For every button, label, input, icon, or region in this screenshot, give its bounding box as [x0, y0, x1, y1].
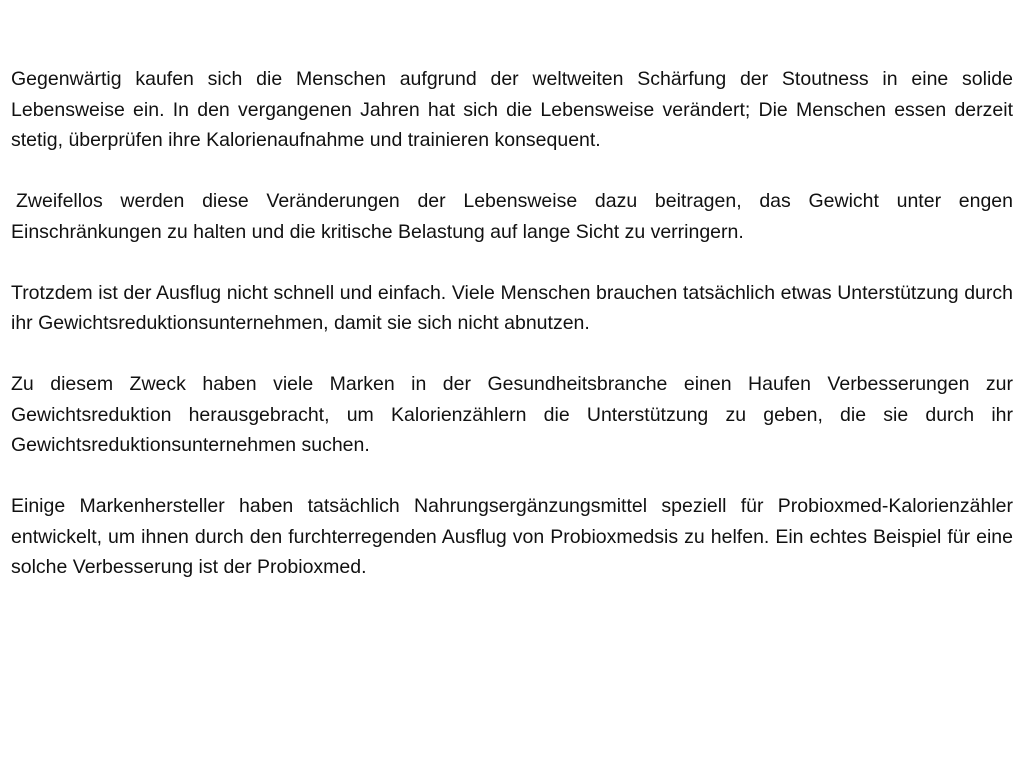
- paragraph-2: Zweifellos werden diese Veränderungen der Lebensweise dazu beitragen, das Gewicht unter engen Einschränkungen zu halten und die kritische Belastung auf lange Sicht zu verringern.: [11, 190, 1013, 243]
- paragraph-5: Einige Markenhersteller haben tatsächlich Nahrungsergänzungsmittel speziell für Probioxmed-Kalorienzähler entwickelt, um ihnen durch den furchterregenden Ausflug von Probioxmedsis zu helfen. Ein echtes Beispiel für eine solche Verbesserung ist der Probioxmed.: [11, 495, 1013, 578]
- paragraph-4: Zu diesem Zweck haben viele Marken in der Gesundheitsbranche einen Haufen Verbesserungen zur Gewichtsreduktion herausgebracht, um Kalorienzählern die Unterstützung zu geben, die sie durch ihr Gewichtsreduktionsunternehmen suchen.: [11, 373, 1013, 456]
- paragraph-1: Gegenwärtig kaufen sich die Menschen aufgrund der weltweiten Schärfung der Stoutness in eine solide Lebensweise ein. In den vergangenen Jahren hat sich die Lebensweise verändert; Die Menschen essen derzeit stetig, überprüfen ihre Kalorienaufnahme und trainieren konsequent.: [11, 68, 1013, 151]
- paragraph-3: Trotzdem ist der Ausflug nicht schnell und einfach. Viele Menschen brauchen tatsächlich etwas Unterstützung durch ihr Gewichtsreduktionsunternehmen, damit sie sich nicht abnutzen.: [11, 281, 1013, 334]
